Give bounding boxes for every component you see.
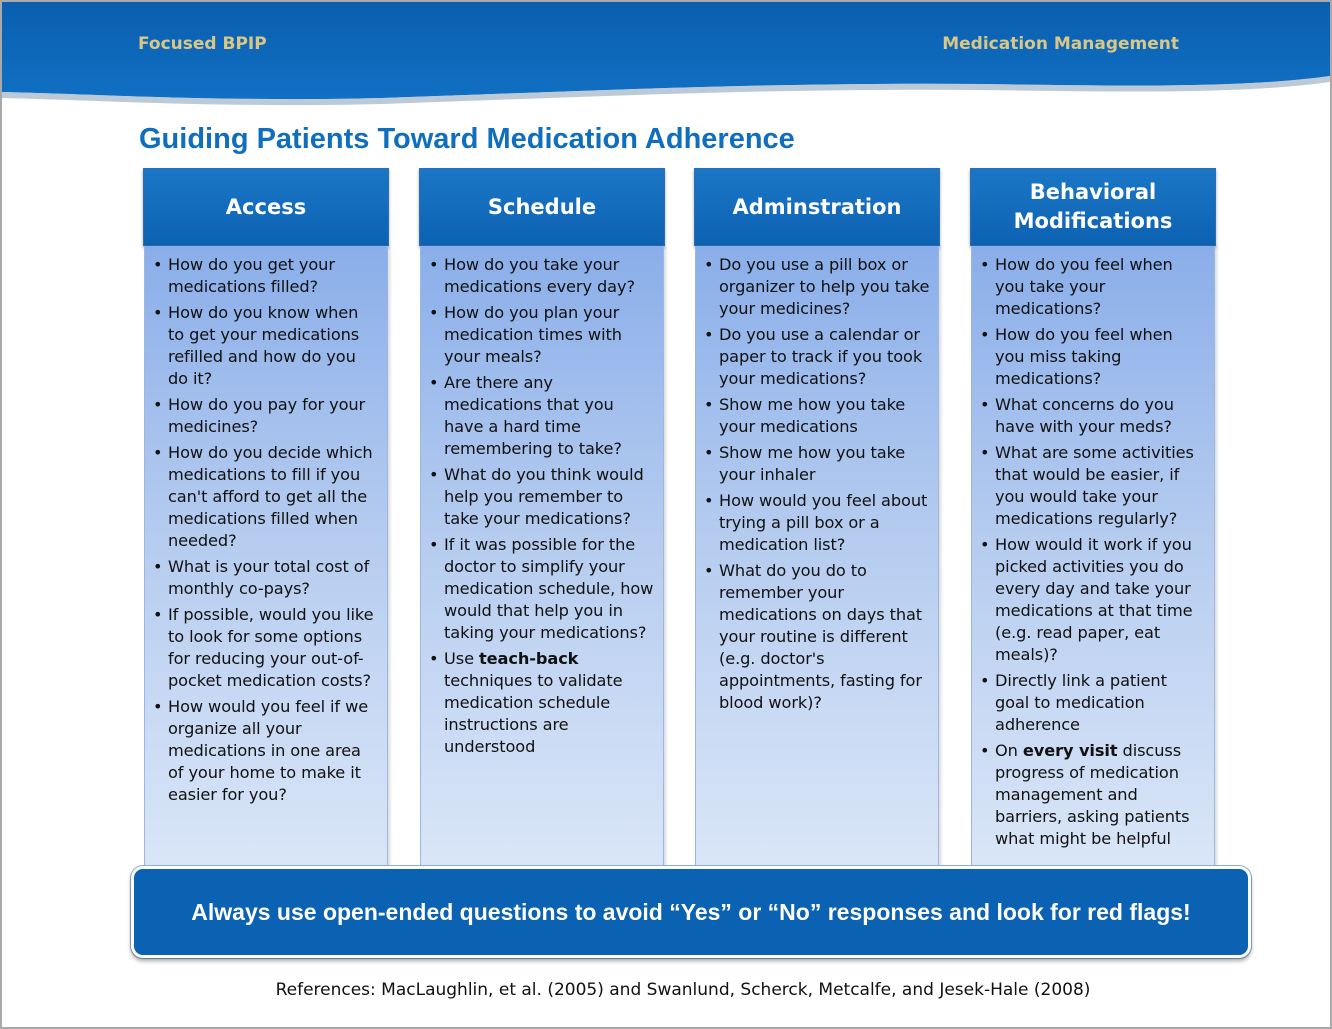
list-item bbox=[429, 464, 655, 530]
item-text: techniques to validate medication schedule instructions are understood bbox=[444, 671, 623, 756]
list-item bbox=[980, 324, 1206, 390]
item-text: How do you know when to get your medications refilled and how do you do it? bbox=[168, 303, 360, 388]
list-item bbox=[980, 254, 1206, 320]
item-text: What is your total cost of monthly co-pays? bbox=[168, 557, 370, 598]
list-item bbox=[704, 560, 930, 714]
item-text: On bbox=[995, 741, 1023, 760]
list-item bbox=[153, 394, 379, 438]
item-text: How do you take your medications every day? bbox=[444, 255, 635, 296]
column-access bbox=[143, 168, 389, 868]
list-item bbox=[980, 534, 1206, 666]
item-text: Do you use a calendar or paper to track if you took your medications? bbox=[719, 325, 923, 388]
item-text: What concerns do you have with your meds? bbox=[995, 395, 1174, 436]
item-text: How do you plan your medication times with your meals? bbox=[444, 303, 622, 366]
callout-text: Always use open-ended questions to avoid “Yes” or “No” responses and look for red flags! bbox=[191, 898, 1191, 925]
list-item bbox=[429, 648, 655, 758]
question-list bbox=[696, 246, 938, 714]
column-heading: Schedule bbox=[419, 168, 665, 246]
item-text: How would it work if you picked activities you do every day and take your medications at that time (e.g. read paper, eat meals)? bbox=[995, 535, 1193, 664]
item-text: Do you use a pill box or organizer to help you take your medicines? bbox=[719, 255, 930, 318]
column-heading: Access bbox=[143, 168, 389, 246]
list-item bbox=[153, 696, 379, 806]
list-item bbox=[153, 556, 379, 600]
list-item bbox=[980, 670, 1206, 736]
item-text: How do you feel when you miss taking medications? bbox=[995, 325, 1173, 388]
column-schedule bbox=[419, 168, 665, 868]
item-text: Show me how you take your medications bbox=[719, 395, 906, 436]
column-body bbox=[971, 246, 1215, 868]
item-text: Are there any medications that you have a hard time remembering to take? bbox=[444, 373, 622, 458]
list-item bbox=[153, 604, 379, 692]
list-item bbox=[980, 442, 1206, 530]
item-text: What are some activities that would be easier, if you would take your medications regularly? bbox=[995, 443, 1194, 528]
column-body bbox=[695, 246, 939, 868]
header-left-label: Focused BPIP bbox=[138, 34, 267, 54]
list-item bbox=[429, 302, 655, 368]
column-heading: Adminstration bbox=[694, 168, 940, 246]
question-list bbox=[972, 246, 1214, 850]
item-text: If possible, would you like to look for some options for reducing your out-of-pocket medication costs? bbox=[168, 605, 374, 690]
header-banner bbox=[2, 2, 1330, 122]
item-text: How would you feel if we organize all your medications in one area of your home to make it easier for you? bbox=[168, 697, 369, 804]
callout-banner bbox=[131, 866, 1251, 958]
question-list bbox=[421, 246, 663, 758]
list-item bbox=[704, 490, 930, 556]
item-text: How do you get your medications filled? bbox=[168, 255, 335, 296]
list-item bbox=[980, 740, 1206, 850]
column-body bbox=[144, 246, 388, 868]
item-text: Use bbox=[444, 649, 479, 668]
item-text: discuss progress of medication management and barriers, asking patients what might be helpful bbox=[995, 741, 1190, 848]
item-text: How do you feel when you take your medications? bbox=[995, 255, 1173, 318]
item-text: How would you feel about trying a pill box or a medication list? bbox=[719, 491, 928, 554]
column-body bbox=[420, 246, 664, 868]
list-item bbox=[153, 442, 379, 552]
column-behavioral-modifications bbox=[970, 168, 1216, 868]
list-item bbox=[704, 324, 930, 390]
header-right-label: Medication Management bbox=[942, 34, 1179, 54]
item-text: Directly link a patient goal to medication adherence bbox=[995, 671, 1167, 734]
column-heading: Behavioral Modifications bbox=[970, 168, 1216, 246]
list-item bbox=[704, 254, 930, 320]
list-item bbox=[704, 442, 930, 486]
item-text: How do you pay for your medicines? bbox=[168, 395, 366, 436]
item-text: What do you think would help you remember to take your medications? bbox=[444, 465, 644, 528]
emphasis-text: teach-back bbox=[479, 649, 579, 668]
item-text: What do you do to remember your medications on days that your routine is different (e.g. doctor's appointments, fasting for blood work)? bbox=[719, 561, 923, 712]
list-item bbox=[429, 372, 655, 460]
column-adminstration bbox=[694, 168, 940, 868]
list-item bbox=[704, 394, 930, 438]
list-item bbox=[153, 302, 379, 390]
list-item bbox=[980, 394, 1206, 438]
emphasis-text: every visit bbox=[1022, 741, 1118, 760]
list-item bbox=[153, 254, 379, 298]
references: References: MacLaughlin, et al. (2005) and Swanlund, Scherck, Metcalfe, and Jesek-Hale (2008) bbox=[275, 980, 1091, 1000]
item-text: If it was possible for the doctor to simplify your medication schedule, how would that help you in taking your medications? bbox=[444, 535, 654, 642]
page-title: Guiding Patients Toward Medication Adherence bbox=[139, 123, 795, 155]
question-list bbox=[145, 246, 387, 806]
list-item bbox=[429, 254, 655, 298]
item-text: Show me how you take your inhaler bbox=[719, 443, 906, 484]
list-item bbox=[429, 534, 655, 644]
item-text: How do you decide which medications to fill if you can't afford to get all the medications filled when needed? bbox=[168, 443, 373, 550]
